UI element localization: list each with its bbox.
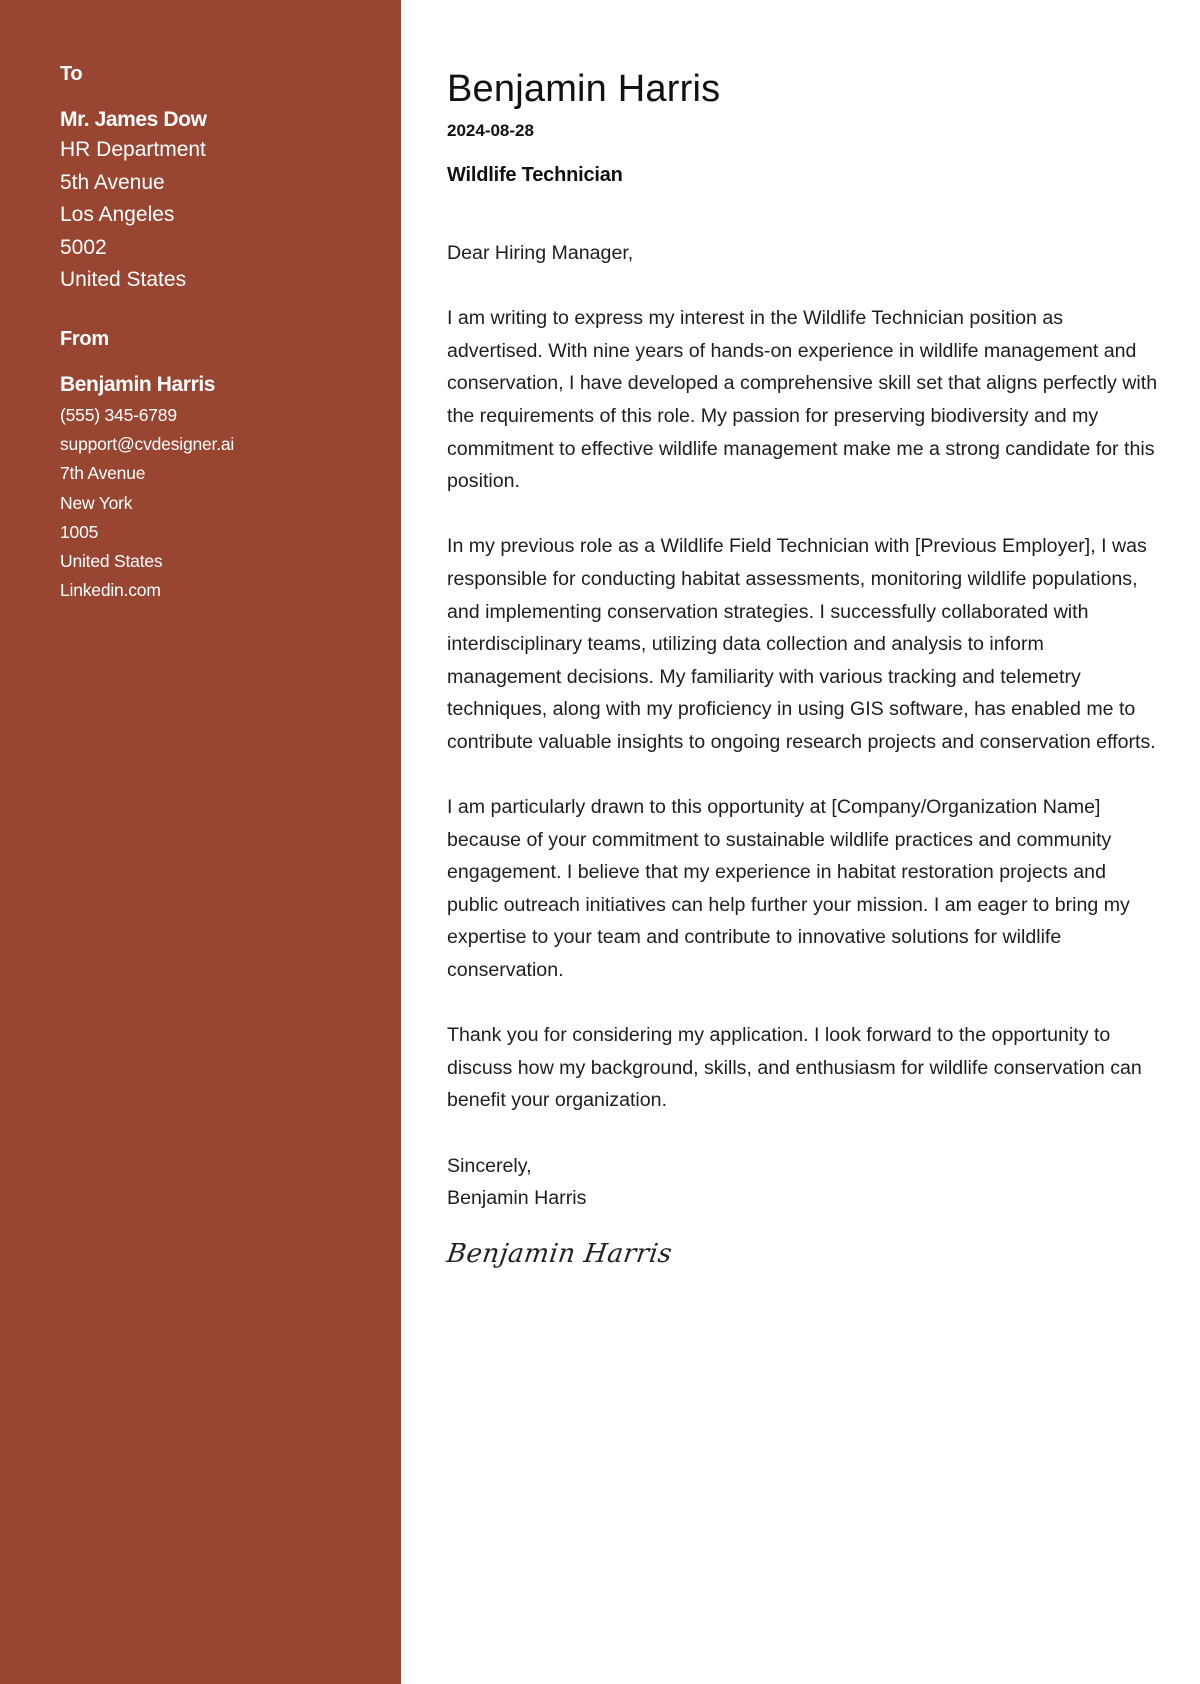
sender-name: Benjamin Harris bbox=[60, 372, 216, 396]
sender-street: 7th Avenue bbox=[60, 463, 146, 484]
letter-content bbox=[401, 0, 1200, 1684]
recipient-zip: 5002 bbox=[60, 235, 107, 259]
recipient-block bbox=[60, 62, 401, 297]
recipient-address bbox=[60, 134, 401, 297]
salutation: Dear Hiring Manager, bbox=[447, 242, 634, 264]
paragraph-2: In my previous role as a Wildlife Field Technician with [Previous Employer], I was responsible for conducting habitat assessments, monitoring wildlife populations, and implementing conservation strategies. I successfully collaborated with interdisciplinary teams, utilizing data collection and analysis to inform management decisions. My familiarity with various tracking and telemetry techniques, along with my proficiency in using GIS software, has enabled me to contribute valuable insights to ongoing research projects and conservation efforts. bbox=[447, 535, 1156, 753]
sidebar bbox=[0, 0, 401, 1684]
recipient-name: Mr. James Dow bbox=[60, 108, 207, 131]
recipient-street: 5th Avenue bbox=[60, 170, 165, 194]
paragraph-4: Thank you for considering my application. I look forward to the opportunity to discuss how my background, skills, and enthusiasm for wildlife conservation can benefit your organization. bbox=[447, 1024, 1142, 1112]
sender-zip: 1005 bbox=[60, 521, 99, 542]
job-title: Wildlife Technician bbox=[447, 164, 623, 186]
from-heading: From bbox=[60, 327, 109, 350]
sender-contact bbox=[60, 401, 401, 605]
recipient-city: Los Angeles bbox=[60, 203, 175, 227]
applicant-name: Benjamin Harris bbox=[447, 68, 721, 110]
sender-block bbox=[60, 327, 401, 605]
sender-email: support@cvdesigner.ai bbox=[60, 434, 235, 455]
sender-country: United States bbox=[60, 550, 163, 571]
recipient-department: HR Department bbox=[60, 138, 206, 161]
paragraph-3: I am particularly drawn to this opportunity at [Company/Organization Name] because of your commitment to sustainable wildlife practices and community engagement. I believe that my experience in habitat restoration projects and public outreach initiatives can help further your mission. I am eager to bring my expertise to your team and contribute to innovative solutions for wildlife conservation. bbox=[447, 796, 1130, 982]
sender-phone: (555) 345-6789 bbox=[60, 404, 177, 425]
letter-date: 2024-08-28 bbox=[447, 121, 534, 140]
closing-phrase: Sincerely, bbox=[447, 1154, 532, 1177]
paragraph-1: I am writing to express my interest in the Wildlife Technician position as advertised. With nine years of hands-on experience in wildlife management and conservation, I have developed a comprehensive skill set that aligns perfectly with the requirements of this role. My passion for preserving biodiversity and my commitment to effective wildlife management make me a strong candidate for this position. bbox=[447, 307, 1158, 493]
recipient-country: United States bbox=[60, 268, 187, 292]
closing-block bbox=[447, 1150, 1160, 1215]
to-heading: To bbox=[60, 63, 83, 85]
closing-name: Benjamin Harris bbox=[447, 1187, 587, 1210]
letter-body bbox=[447, 237, 1160, 1117]
sender-linkedin: Linkedin.com bbox=[60, 580, 161, 601]
sender-city: New York bbox=[60, 492, 133, 513]
handwritten-signature: Benjamin Harris bbox=[444, 1238, 675, 1269]
